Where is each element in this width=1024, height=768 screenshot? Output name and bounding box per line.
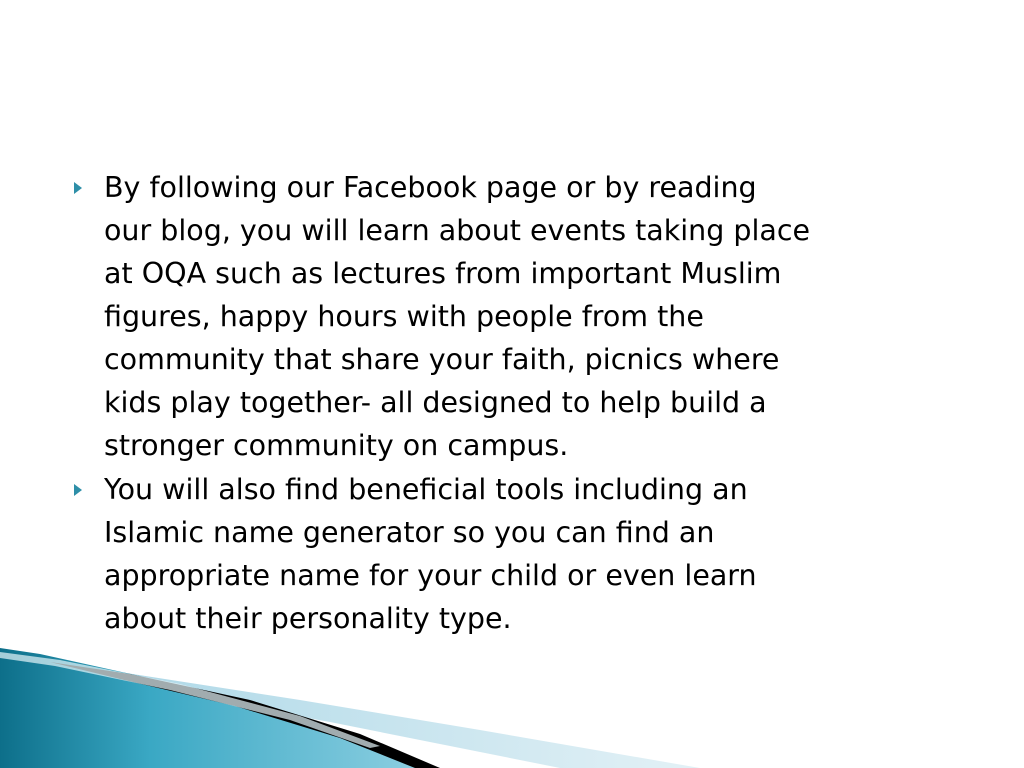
bullet-line: about their personality type. bbox=[104, 602, 512, 635]
bullet-line: You will also find beneficial tools including an bbox=[104, 473, 748, 506]
bullet-line: community that share your faith, picnics where bbox=[104, 343, 780, 376]
bullet-line: at OQA such as lectures from important Muslim bbox=[104, 257, 782, 290]
bullet-line: stronger community on campus. bbox=[104, 429, 569, 462]
bullet-line: appropriate name for your child or even learn bbox=[104, 559, 757, 592]
bullet-line: our blog, you will learn about events taking place bbox=[104, 214, 811, 247]
wave-white-highlight bbox=[0, 652, 380, 748]
bullet-item bbox=[72, 468, 972, 640]
wave-dark-stripe bbox=[50, 662, 440, 768]
triangle-bullet-icon bbox=[74, 182, 82, 194]
bullet-line: kids play together- all designed to help build a bbox=[104, 386, 767, 419]
bullet-item bbox=[72, 166, 972, 467]
bullet-list bbox=[72, 166, 972, 641]
bullet-line: By following our Facebook page or by reading bbox=[104, 171, 757, 204]
bullet-line: Islamic name generator so you can find an bbox=[104, 516, 715, 549]
wave-teal-band bbox=[0, 648, 430, 768]
bullet-line: figures, happy hours with people from the bbox=[104, 300, 704, 333]
triangle-bullet-icon bbox=[74, 484, 82, 496]
wave-light-band bbox=[60, 662, 700, 768]
